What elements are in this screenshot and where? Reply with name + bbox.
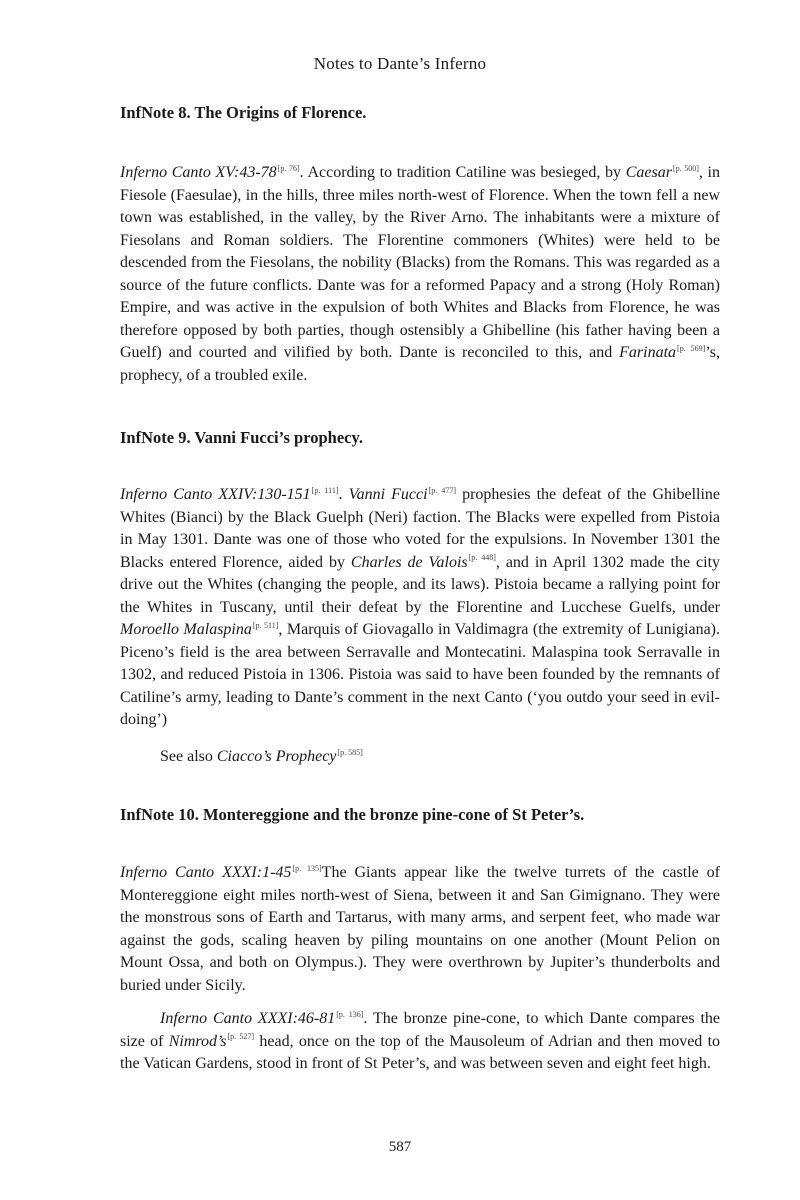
page-number: 587 (388, 1139, 412, 1155)
running-head: Notes to Dante’s Inferno (313, 54, 487, 73)
note-10-paragraph-1 (120, 862, 720, 997)
vanni-fucci-reference-link[interactable]: Vanni Fucci (348, 486, 428, 503)
page-reference: [p. 111] (311, 485, 339, 495)
charles-de-valois-reference-link[interactable]: Charles de Valois (350, 553, 468, 571)
nimrod-reference-link[interactable]: Nimrod’s (168, 1032, 227, 1050)
page-reference: [p. 527] (227, 1032, 255, 1042)
see-also-label: See also (160, 748, 217, 765)
page-reference: [p. 511] (252, 620, 279, 630)
paragraph-text: . According to tradition Catiline was besieged, by (299, 164, 626, 181)
note-9-paragraph (120, 484, 720, 732)
page-reference: [p. 500] (672, 163, 699, 173)
canto-reference-link[interactable]: Inferno Canto XXIV:130-151 (120, 486, 311, 503)
page-reference: [p. 135] (292, 863, 322, 873)
paragraph-text: ’s, prophecy, of a troubled exile. (120, 344, 720, 384)
paragraph-text: The Giants appear like the twelve turrets of the castle of Montereggione eight miles north-west of Siena, between it and San Gimignano. They were the monstrous sons of Earth and Tartarus, with many arms, and serpent feet, who made war against the gods, scaling heaven by piling mountains on one another (Mount Pelion on Mount Ossa, and both on Olympus.). They were overthrown by Jupiter’s thunderbolts and buried under Sicily. (120, 864, 721, 994)
page-reference: [p. 76] (277, 163, 300, 173)
paragraph-text: . (338, 486, 349, 503)
page-reference: [p. 569] (677, 343, 706, 353)
moroello-malaspina-reference-link[interactable]: Moroello Malaspina (120, 621, 252, 638)
paragraph-text: , Marquis of Giovagallo in Valdimagra (the extremity of Lunigiana). Piceno’s field is the area between Serravalle and Montecatini. Malaspina took Serravalle in 1302, and reduced Pistoia in 1306. Pistoia was said to have been founded by the remnants of Catiline’s army, leading to Dante’s comment in the next Canto (‘you outdo your seed in evil-doing’) (120, 621, 721, 728)
note-8-paragraph (120, 162, 720, 387)
paragraph-text: , in Fiesole (Faesulae), in the hills, three miles north-west of Florence. When the town fell a new town was established, in the valley, by the River Arno. The inhabitants were a mixture of Fiesolans and Roman soldiers. The Florentine commoners (Whites) were held to be descended from the Fiesolans, the nobility (Blacks) from the Romans. This was regarded as a source of the future conflicts. Dante was for a reformed Papacy and a strong (Holy Roman) Empire, and was active in the expulsion of both Whites and Blacks from Florence, he was therefore opposed by both parties, though ostensibly a Ghibelline (his father having been a Guelf) and courted and vilified by both. Dante is reconciled to this, and (120, 164, 721, 361)
paragraph-text: prophesies the defeat of the Ghibelline Whites (Bianci) by the Black Guelph (Neri) faction. The Blacks were expelled from Pistoia in May 1301. Dante was one of those who voted for the expulsions. In November 1301 the Blacks entered Florence, aided by (120, 486, 721, 571)
note-10-heading: InfNote 10. Montereggione and the bronze pine-cone of St Peter’s. (120, 805, 585, 824)
canto-reference-link[interactable]: Inferno Canto XXXI:1-45 (120, 864, 292, 881)
canto-reference-link[interactable]: Inferno Canto XV:43-78 (120, 164, 277, 181)
canto-reference-link[interactable]: Inferno Canto XXXI:46-81 (160, 1010, 336, 1027)
note-8-heading: InfNote 8. The Origins of Florence. (120, 103, 367, 122)
note-9-heading: InfNote 9. Vanni Fucci’s prophecy. (120, 428, 363, 447)
caesar-reference-link[interactable]: Caesar (625, 164, 672, 181)
page-reference: [p. 477] (428, 485, 456, 495)
page-reference: [p. 136] (336, 1009, 364, 1019)
paragraph-text: head, once on the top of the Mausoleum of Adrian and then moved to the Vatican Gardens, stood in front of St Peter’s, and was between seven and eight feet high. (120, 1032, 721, 1072)
see-also-line (160, 746, 720, 769)
note-10-paragraph-2 (120, 1008, 720, 1076)
page-reference: [p. 448] (468, 553, 496, 563)
page-reference: [p. 585] (337, 747, 363, 757)
paragraph-text: . The bronze pine-cone, to which Dante compares the size of (120, 1010, 721, 1050)
farinata-reference-link[interactable]: Farinata (619, 344, 677, 361)
ciacco-prophecy-reference-link[interactable]: Ciacco’s Prophecy (216, 748, 337, 765)
paragraph-text: , and in April 1302 made the city drive out the Whites (changing the people, and its laws). Pistoia became a rallying point for the Whites in Tuscany, until their defeat by the Florentine and Lucchese Guelfs, under (120, 553, 721, 616)
